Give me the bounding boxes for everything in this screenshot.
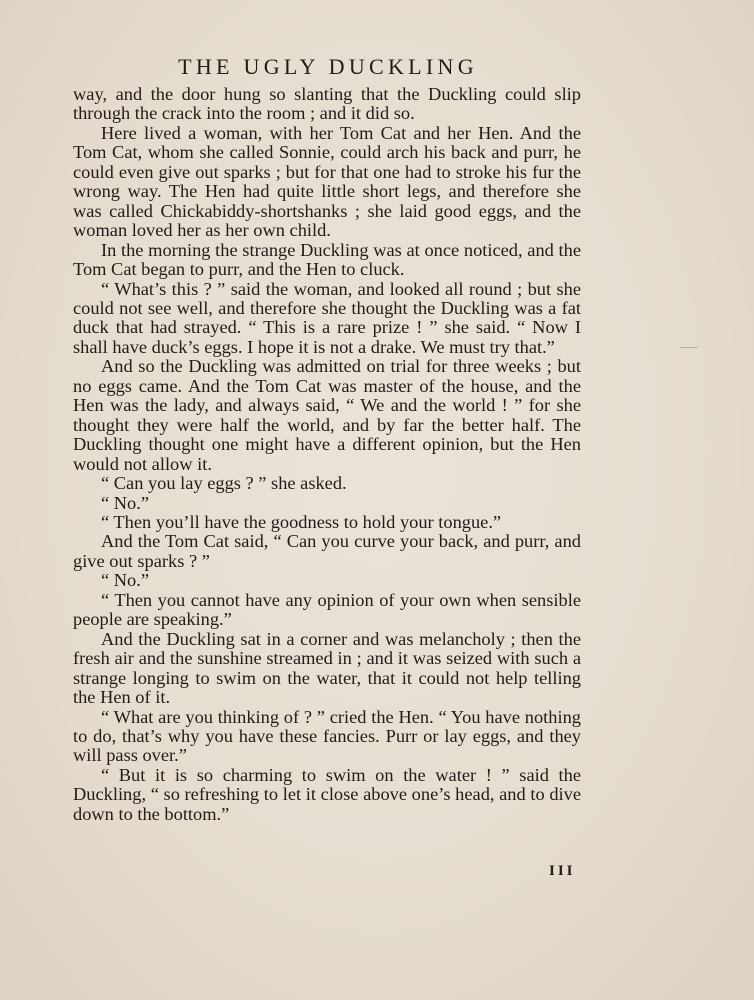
paragraph: “ But it is so charming to swim on the water ! ” said the Duckling, “ so refreshing to let it close above one’s head, and to dive down to the bottom.”	[73, 764, 581, 824]
paragraph: “ What’s this ? ” said the woman, and looked all round ; but she could not see well, and therefore she thought the Duckling was a fat duck that had strayed. “ This is a rare prize ! ” she said. “ Now I shall have duck’s eggs. I hope it is not a drake. We must try that.”	[73, 278, 581, 357]
running-head: THE UGLY DUCKLING	[178, 54, 478, 79]
paragraph: “ No.”	[101, 492, 149, 513]
paragraph: “ No.”	[101, 570, 149, 591]
paragraph: Here lived a woman, with her Tom Cat and her Hen. And the Tom Cat, whom she called Sonnie, could arch his back and purr, he could even give out sparks ; but for that one had to stroke his fur the wrong way. The Hen had quite little short legs, and therefore she was called Chickabiddy-shortshanks ; she laid good eggs, and the woman loved her as her own child.	[73, 122, 581, 241]
margin-pencil-mark	[680, 347, 698, 348]
paragraph: “ Can you lay eggs ? ” she asked.	[101, 473, 347, 494]
paragraph: And so the Duckling was admitted on trial for three weeks ; but no eggs came. And the Tom Cat was master of the house, and the Hen was the lady, and always said, “ We and the world ! ” for she thought they were half the world, and by far the better half. The Duckling thought one might have a different opinion, but the Hen would not allow it.	[73, 356, 581, 474]
body-text	[73, 85, 581, 824]
paragraph: In the morning the strange Duckling was at once noticed, and the Tom Cat began to purr, and the Hen to cluck.	[73, 239, 581, 280]
paragraph: And the Duckling sat in a corner and was melancholy ; then the fresh air and the sunshine streamed in ; and it was seized with such a strange longing to swim on the water, that it could not help telling the Hen of it.	[73, 628, 581, 708]
paragraph: And the Tom Cat said, “ Can you curve your back, and purr, and give out sparks ? ”	[73, 531, 581, 571]
paragraph: “ Then you’ll have the goodness to hold your tongue.”	[101, 511, 502, 532]
page-number: III	[549, 863, 576, 879]
paragraph: “ What are you thinking of ? ” cried the Hen. “ You have nothing to do, that’s why you have these fancies. Purr or lay eggs, and they will pass over.”	[73, 706, 581, 766]
paragraph: way, and the door hung so slanting that the Duckling could slip through the crack into the room ; and it did so.	[73, 84, 581, 124]
paragraph: “ Then you cannot have any opinion of your own when sensible people are speaking.”	[73, 589, 581, 630]
